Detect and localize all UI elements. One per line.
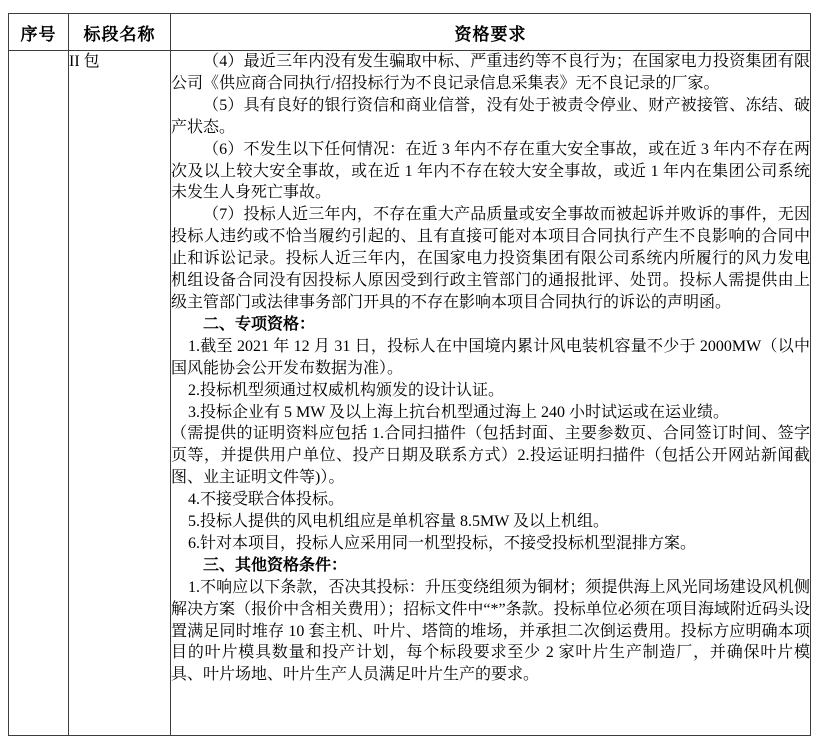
requirement-paragraph: （6）不发生以下任何情况：在近 3 年内不存在重大安全事故，或在近 3 年内不存在两次及以上较大安全事故，或在近 1 年内不存在较大安全事故，或近 1 年内在集团公司系统未发生人身死亡事故。 [171, 140, 810, 202]
requirement-paragraph: 5.投标人提供的风电机组应是单机容量 8.5MW 及以上机组。 [188, 513, 610, 531]
requirement-paragraph: 6.针对本项目，投标人应采用同一机型投标，不接受投标机型混排方案。 [188, 534, 697, 552]
table-row [9, 51, 811, 736]
requirement-paragraph: 4.不接受联合体投标。 [188, 491, 345, 509]
requirement-paragraph: （需提供的证明资料应包括 1.合同扫描件（包括封面、主要参数页、合同签订时间、签字页等，并提供用户单位、投产日期及联系方式）2.投运证明扫描件（包括公开网站新闻截图、业主证明文件等)）。 [171, 425, 810, 487]
requirement-paragraph: （7）投标人近三年内，不存在重大产品质量或安全事故而被起诉并败诉的事件，无因投标人违约或不恰当履约引起的、且有直接可能对本项目合同执行产生不良影响的合同中止和诉讼记录。投标人近三年内，在国家电力投资集团有限公司系统内所履行的风力发电机组设备合同没有因投标人原因受到行政主管部门的通报批评、处罚。投标人需提供由上级主管部门或法律事务部门开具的不存在影响本项目合同执行的诉讼的声明函。 [171, 206, 810, 311]
requirement-paragraph: 1.不响应以下条款，否决其投标：升压变绕组须为铜材；须提供海上风光同场建设风机侧解决方案（报价中含相关费用）；招标文件中“*”条款。投标单位必须在项目海域附近码头设置满足同时堆存 10 套主机、叶片、塔筒的堆场，并承担二次倒运费用。投标方应明确本项目的叶片模具数量和投产计划，每个标段要求至少 2 家叶片生产制造厂，并确保叶片模具、叶片场地、叶片生产人员满足叶片生产的要求。 [171, 578, 810, 684]
requirement-paragraph: 3.投标企业有 5 MW 及以上海上抗台机型通过海上 240 小时试运或在运业绩。 [188, 403, 730, 421]
col-header-section-name: 标段名称 [69, 14, 171, 51]
section-name-cell: II 包 [69, 51, 171, 736]
serial-cell [9, 51, 69, 736]
col-header-serial: 序号 [9, 14, 69, 51]
requirement-paragraph: 三、其他资格条件： [203, 556, 348, 574]
table-header-row [9, 14, 811, 51]
qualification-table [8, 13, 811, 736]
requirement-paragraph: 二、专项资格： [203, 315, 316, 333]
requirement-paragraph: 1.截至 2021 年 12 月 31 日，投标人在中国境内累计风电装机容量不少于 2000MW（以中国风能协会公开发布数据为准）。 [171, 337, 810, 377]
requirements-cell [171, 51, 811, 736]
col-header-qualification: 资格要求 [171, 14, 811, 51]
requirement-paragraph: （4）最近三年内没有发生骗取中标、严重违约等不良行为；在国家电力投资集团有限公司《供应商合同执行/招投标行为不良记录信息采集表》无不良记录的厂家。 [171, 53, 810, 92]
requirement-paragraph: （5）具有良好的银行资信和商业信誉，没有处于被责令停业、财产被接管、冻结、破产状态。 [171, 96, 810, 136]
requirement-paragraph: 2.投标机型须通过权威机构颁发的设计认证。 [188, 381, 505, 399]
